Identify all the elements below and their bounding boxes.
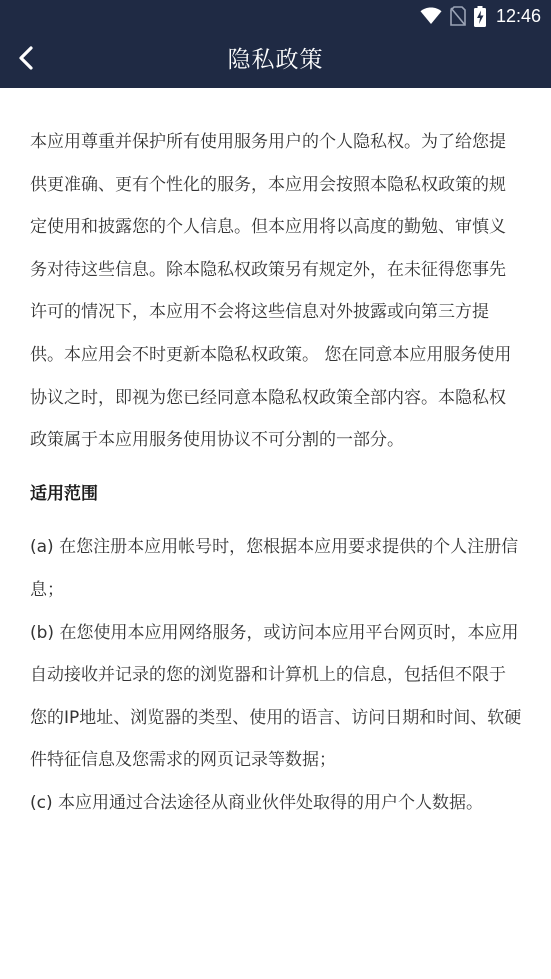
status-time: 12:46 xyxy=(495,6,541,26)
chevron-left-icon xyxy=(17,45,35,75)
page-title: 隐私政策 xyxy=(227,47,324,73)
list-item: (c) 本应用通过合法途径从商业伙伴处取得的用户个人数据。 xyxy=(30,792,484,813)
status-icons xyxy=(420,4,541,28)
back-button[interactable] xyxy=(6,38,46,82)
no-sim-icon xyxy=(450,6,466,26)
status-bar xyxy=(0,0,551,32)
wifi-icon xyxy=(420,7,442,25)
policy-content xyxy=(30,121,522,979)
section-title: 适用范围 xyxy=(30,483,98,504)
list-item: (a) 在您注册本应用帐号时，您根据本应用要求提供的个人注册信息； xyxy=(30,537,519,600)
intro-paragraph: 本应用尊重并保护所有使用服务用户的个人隐私权。为了给您提供更准确、更有个性化的服务，本应用会按照本隐私权政策的规定使用和披露您的个人信息。但本应用将以高度的勤勉、审慎义务对待这些信息。除本隐私权政策另有规定外，在未征得您事先许可的情况下，本应用不会将这些信息对外披露或向第三方提供。本应用会不时更新本隐私权政策。 您在同意本应用服务使用协议之时，即视为您已经同意本隐私权政策全部内容。本隐私权政策属于本应用服务使用协议不可分割的一部分。 xyxy=(30,132,512,451)
top-header xyxy=(0,0,551,88)
battery-charging-icon xyxy=(474,6,486,27)
list-item: (b) 在您使用本应用网络服务，或访问本应用平台网页时，本应用自动接收并记录的您的浏览器和计算机上的信息，包括但不限于您的IP地址、浏览器的类型、使用的语言、访问日期和时间、软硬件特征信息及您需求的网页记录等数据； xyxy=(30,622,522,771)
app-bar xyxy=(0,32,551,88)
